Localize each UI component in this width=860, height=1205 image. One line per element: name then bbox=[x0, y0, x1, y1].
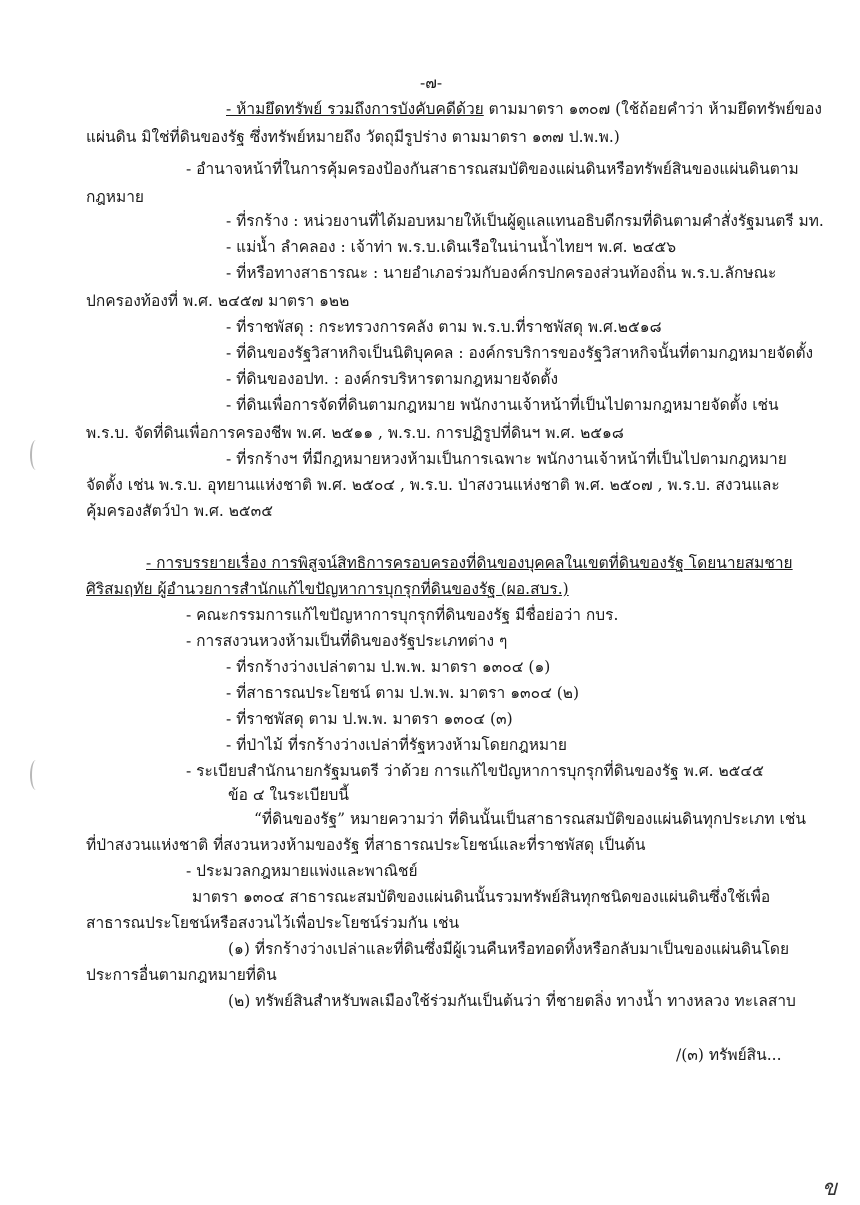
line: - ที่ดินเพื่อการจัดที่ดินตามกฎหมาย พนักงานเจ้าหน้าที่เป็นไปตามกฎหมายจัดตั้ง เช่น bbox=[226, 396, 779, 414]
line: ที่ป่าสงวนแห่งชาติ ที่สงวนหวงห้ามของรัฐ ที่สาธารณประโยชน์และที่ราชพัสดุ เป็นต้น bbox=[86, 836, 646, 854]
line: - ที่ราชพัสดุ ตาม ป.พ.พ. มาตรา ๑๓๐๔ (๓) bbox=[226, 710, 513, 728]
line: กฎหมาย bbox=[86, 188, 145, 206]
line: คุ้มครองสัตว์ป่า พ.ศ. ๒๕๓๕ bbox=[86, 502, 273, 520]
line bbox=[226, 98, 822, 120]
line: “ที่ดินของรัฐ” หมายความว่า ที่ดินนั้นเป็นสาธารณสมบัติของแผ่นดินทุกประเภท เช่น bbox=[254, 810, 806, 828]
punch-hole-mark bbox=[30, 760, 42, 790]
line: สาธารณประโยชน์หรือสงวนไว้เพื่อประโยชน์ร่วมกัน เช่น bbox=[86, 914, 460, 932]
line: - การสงวนหวงห้ามเป็นที่ดินของรัฐประเภทต่าง ๆ bbox=[186, 632, 508, 650]
line: - ที่ป่าไม้ ที่รกร้างว่างเปล่าที่รัฐหวงห้ามโดยกฎหมาย bbox=[226, 736, 567, 754]
line: - ที่รกร้างฯ ที่มีกฎหมายหวงห้ามเป็นการเฉพาะ พนักงานเจ้าหน้าที่เป็นไปตามกฎหมาย bbox=[226, 450, 787, 468]
line: - แม่น้ำ ลำคลอง : เจ้าท่า พ.ร.บ.เดินเรือในน่านน้ำไทยฯ พ.ศ. ๒๔๕๖ bbox=[226, 238, 677, 256]
line: - ที่รกร้าง : หน่วยงานที่ได้มอบหมายให้เป็นผู้ดูแลแทนอธิบดีกรมที่ดินตามคำสั่งรัฐมนตรี มท. bbox=[226, 212, 824, 230]
line: - ที่รกร้างว่างเปล่าตาม ป.พ.พ. มาตรา ๑๓๐๔ (๑) bbox=[226, 658, 551, 676]
line: - ที่หรือทางสาธารณะ : นายอำเภอร่วมกับองค์กรปกครองส่วนท้องถิ่น พ.ร.บ.ลักษณะ bbox=[226, 264, 777, 282]
line: มาตรา ๑๓๐๔ สาธารณะสมบัติของแผ่นดินนั้นรวมทรัพย์สินทุกชนิดของแผ่นดินซึ่งใช้เพื่อ bbox=[192, 888, 771, 906]
line: แผ่นดิน มิใช่ที่ดินของรัฐ ซึ่งทรัพย์หมายถึง วัตถุมีรูปร่าง ตามมาตรา ๑๓๗ ป.พ.พ.) bbox=[86, 128, 620, 146]
line: - ที่ดินของอปท. : องค์กรบริหารตามกฎหมายจัดตั้ง bbox=[226, 370, 559, 388]
section-heading: - การบรรยายเรื่อง การพิสูจน์สิทธิการครอบครองที่ดินของบุคคลในเขตที่ดินของรัฐ โดยนายสมชาย bbox=[146, 554, 793, 572]
handwritten-initial: ข bbox=[822, 1176, 838, 1201]
line: ปกครองท้องที่ พ.ศ. ๒๔๕๗ มาตรา ๑๒๒ bbox=[86, 292, 350, 310]
line: - คณะกรรมการแก้ไขปัญหาการบุกรุกที่ดินของรัฐ มีชื่อย่อว่า กบร. bbox=[186, 606, 619, 624]
line: - ที่ราชพัสดุ : กระทรวงการคลัง ตาม พ.ร.บ.ที่ราชพัสดุ พ.ศ.๒๕๑๘ bbox=[226, 318, 662, 336]
line: - อำนาจหน้าที่ในการคุ้มครองป้องกันสาธารณสมบัติของแผ่นดินหรือทรัพย์สินของแผ่นดินตาม bbox=[186, 160, 799, 178]
line: ประการอื่นตามกฎหมายที่ดิน bbox=[86, 966, 277, 984]
page-number: -๗- bbox=[420, 74, 443, 92]
punch-hole-mark bbox=[30, 440, 42, 470]
line: - ระเบียบสำนักนายกรัฐมนตรี ว่าด้วย การแก้ไขปัญหาการบุกรุกที่ดินของรัฐ พ.ศ. ๒๕๔๕ bbox=[186, 762, 764, 780]
line: - ที่สาธารณประโยชน์ ตาม ป.พ.พ. มาตรา ๑๓๐๔ (๒) bbox=[226, 684, 580, 702]
continuation-note: /(๓) ทรัพย์สิน... bbox=[676, 1046, 782, 1064]
line: - ที่ดินของรัฐวิสาหกิจเป็นนิติบุคคล : องค์กรบริการของรัฐวิสาหกิจนั้นที่ตามกฎหมายจัดตั้ง bbox=[226, 344, 814, 362]
line: (๒) ทรัพย์สินสำหรับพลเมืองใช้ร่วมกันเป็นต้นว่า ที่ชายตลิ่ง ทางน้ำ ทางหลวง ทะเลสาบ bbox=[228, 992, 796, 1010]
text: ตามมาตรา ๑๓๐๗ (ใช้ถ้อยคำว่า ห้ามยึดทรัพย์ของ bbox=[488, 100, 822, 118]
line: พ.ร.บ. จัดที่ดินเพื่อการครองชีพ พ.ศ. ๒๕๑๑ , พ.ร.บ. การปฏิรูปที่ดินฯ พ.ศ. ๒๕๑๘ bbox=[86, 424, 624, 442]
underlined-heading: - ห้ามยึดทรัพย์ รวมถึงการบังคับคดีด้วย bbox=[226, 100, 484, 118]
line: จัดตั้ง เช่น พ.ร.บ. อุทยานแห่งชาติ พ.ศ. ๒๕๐๔ , พ.ร.บ. ป่าสงวนแห่งชาติ พ.ศ. ๒๕๐๗ , พ.ร.บ. สงวนและ bbox=[86, 476, 780, 494]
line: - ประมวลกฎหมายแพ่งและพาณิชย์ bbox=[186, 862, 418, 880]
line: ข้อ ๔ ในระเบียบนี้ bbox=[228, 786, 349, 804]
line: (๑) ที่รกร้างว่างเปล่าและที่ดินซึ่งมีผู้เวนคืนหรือทอดทิ้งหรือกลับมาเป็นของแผ่นดินโดย bbox=[228, 940, 790, 958]
section-heading: ศิริสมฤทัย ผู้อำนวยการสำนักแก้ไขปัญหาการบุกรุกที่ดินของรัฐ (ผอ.สบร.) bbox=[86, 580, 569, 598]
